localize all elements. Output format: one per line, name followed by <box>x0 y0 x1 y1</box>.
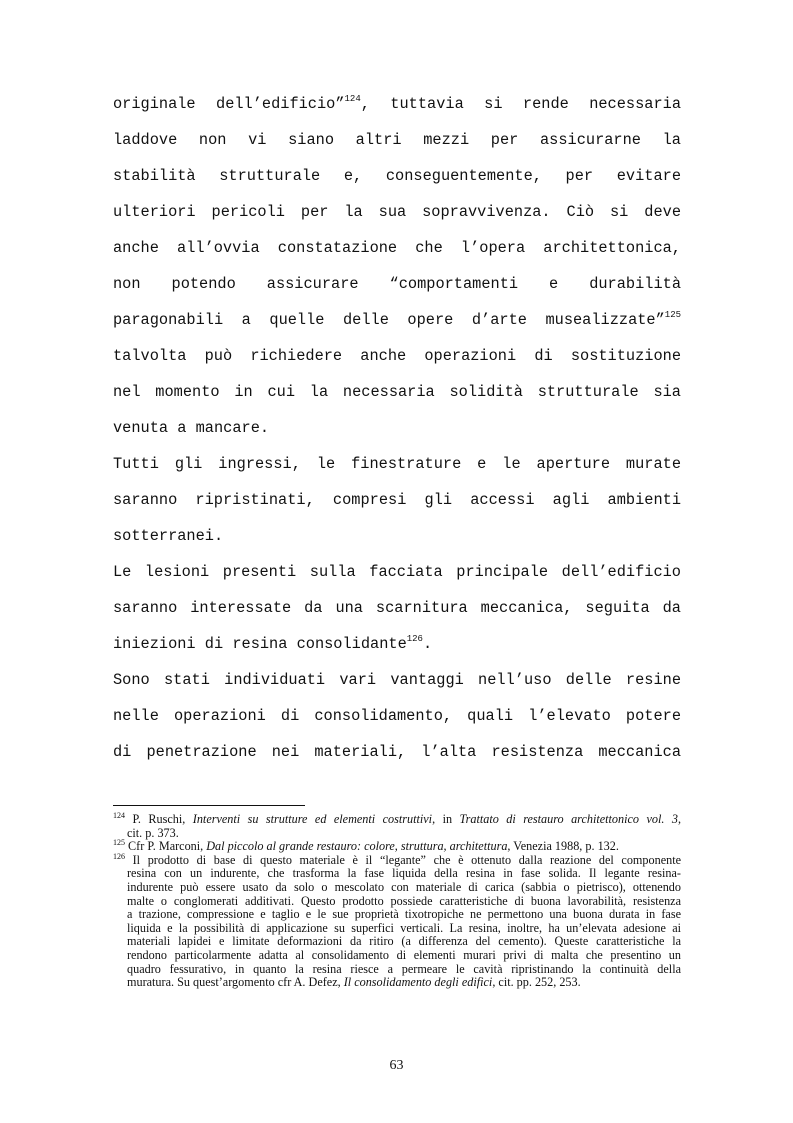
text-line-18: nelle operazioni di consolidamento, quali l’elevato potere <box>113 707 681 725</box>
text-line-19: di penetrazione nei materiali, l’alta resistenza meccanica <box>113 743 681 761</box>
text-line-13: sotterranei. <box>113 527 224 545</box>
footnote-126-line: rendono particolarmente adatta al consolidamento di elementi murari privi di malta che presentino un <box>127 947 681 962</box>
footnote-126-last: muratura. Su quest’argomento cfr A. Defez, Il consolidamento degli edifici, cit. pp. 252, 253. <box>127 975 581 990</box>
footnote-126: $^{126}$ Il prodotto di base di questo materiale è il “legante” che è ottenuto dalla reazione del componente <box>113 851 681 867</box>
footnote-126-line: resina con un indurente, che trasforma la fase liquida della resina in fase solida. Il legante resina- <box>127 866 681 881</box>
footnote-126-line: quadro fessurativo, in quanto la resina riesce a permeare le cavità ripristinando la continuità della <box>127 961 681 976</box>
footnote-125: $^{125}$ Cfr P. Marconi, Dal piccolo al grande restauro: colore, struttura, architettura, Venezia 1988, p. 132. <box>113 838 619 854</box>
text-line-15: saranno interessate da una scarnitura meccanica, seguita da <box>113 599 681 617</box>
text-line-11: Tutti gli ingressi, le finestrature e le aperture murate <box>113 455 681 473</box>
text-line-17: Sono stati individuati vari vantaggi nell’uso delle resine <box>113 671 681 689</box>
text-line-1: originale dell’edificio”$^{124}$, tuttavia si rende necessaria <box>113 94 681 113</box>
footnote-126-line: materiali lapidei e limitate deformazioni da ritiro (a differenza del cemento). Queste caratteristiche la <box>127 934 681 949</box>
text-line-14: Le lesioni presenti sulla facciata principale dell’edificio <box>113 563 681 581</box>
footnote-126-line: liquida e la possibilità di applicazione su superfici verticali. La resina, inoltre, ha un’elevata adesione ai <box>127 920 681 935</box>
text-line-9: nel momento in cui la necessaria solidità strutturale sia <box>113 383 681 401</box>
text-line-3: stabilità strutturale e, conseguentemente, per evitare <box>113 167 681 185</box>
text-line-4: ulteriori pericoli per la sua sopravvivenza. Ciò si deve <box>113 203 681 221</box>
text-line-2: laddove non vi siano altri mezzi per assicurarne la <box>113 131 681 149</box>
text-line-8: talvolta può richiedere anche operazioni di sostituzione <box>113 347 681 365</box>
footnote-ref-125[interactable]: 125 <box>664 310 681 320</box>
text-line-5: anche all’ovvia constatazione che l’opera architettonica, <box>113 239 681 257</box>
footnotes <box>113 813 681 990</box>
text-line-10: venuta a mancare. <box>113 419 270 437</box>
text-line-16: iniezioni di resina consolidante$^{126}$. <box>113 634 433 653</box>
footnote-124: $^{124}$ P. Ruschi, Interventi su strutture ed elementi costruttivi, in Trattato di restauro architettonico vol. 3, <box>113 811 682 826</box>
footnote-126-line: indurente può essere usato da solo o mescolato con materiale di carica (sabbia o pietrisco), ottenendo <box>127 879 681 894</box>
footnote-ref-124[interactable]: 124 <box>344 94 361 104</box>
footnote-124-cont: cit. p. 373. <box>127 825 179 840</box>
text-line-6: non potendo assicurare “comportamenti e durabilità <box>113 275 681 293</box>
text-line-12: saranno ripristinati, compresi gli accessi agli ambienti <box>113 491 681 509</box>
main-text <box>113 92 681 776</box>
footnote-126-line: malte o conglomerati additivati. Questo prodotto possiede caratteristiche di buona lavorabilità, resistenza <box>127 893 681 908</box>
text-line-7: paragonabili a quelle delle opere d’arte musealizzate”$^{125}$ <box>113 310 681 329</box>
page-number: 63 <box>389 1058 404 1073</box>
footnote-separator <box>113 805 305 806</box>
footnote-126-line: a trazione, compressione e taglio e le sue proprietà tixotropiche ne permettono una buona durata in fase <box>127 907 681 922</box>
footnote-ref-126[interactable]: 126 <box>406 634 423 644</box>
